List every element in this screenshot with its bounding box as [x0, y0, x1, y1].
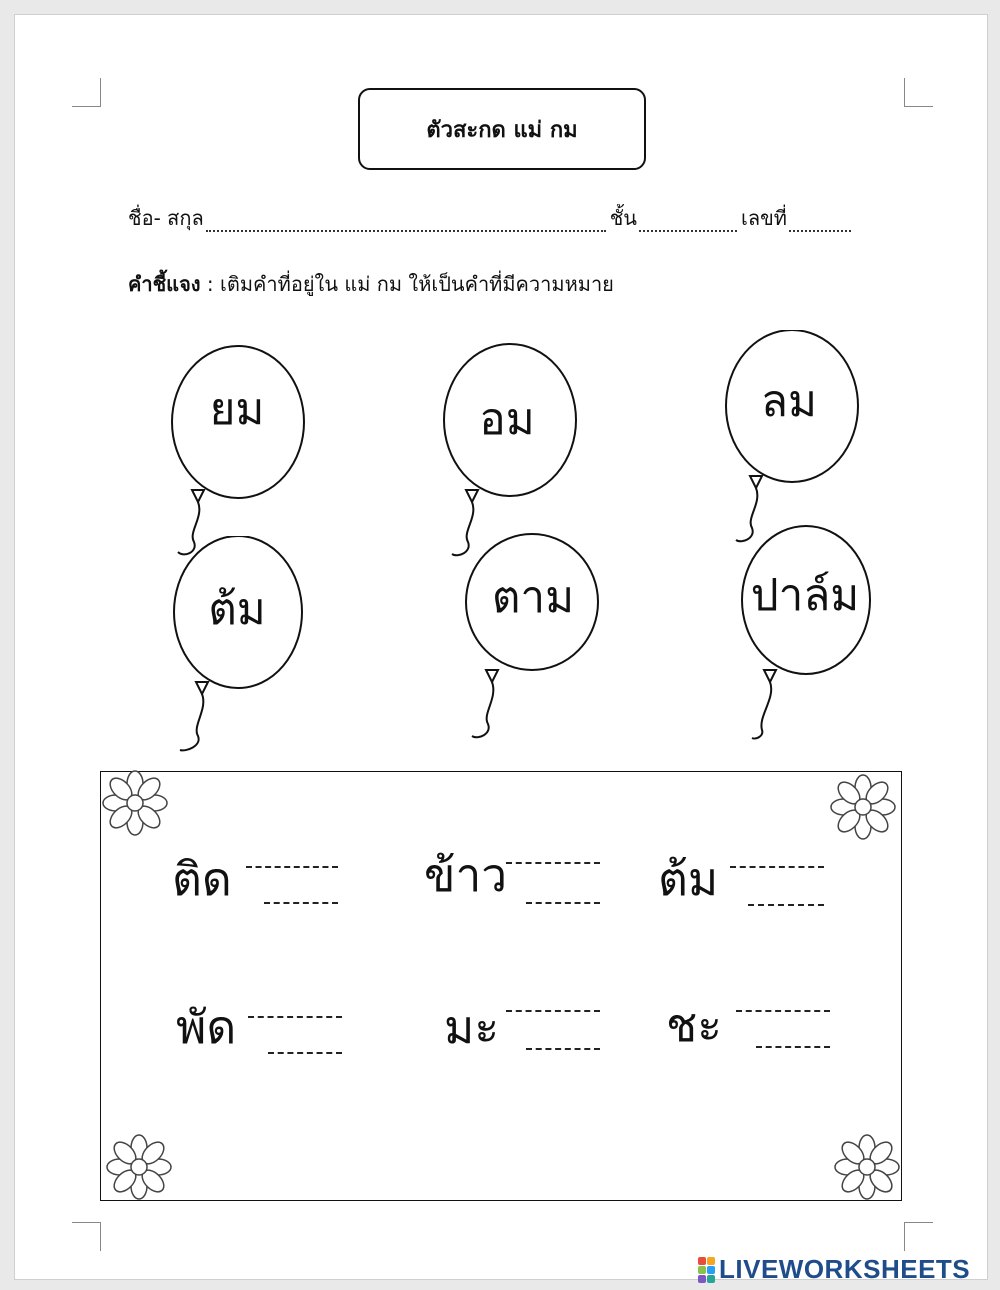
- class-label: ชั้น: [609, 206, 637, 230]
- exercise-item-1: [172, 852, 352, 936]
- exercise-word: ติด: [172, 852, 232, 906]
- balloon-word: ต้ม: [208, 584, 266, 635]
- instruction-label: คำชี้แจง: [128, 272, 201, 296]
- answer-blank[interactable]: [526, 902, 600, 904]
- liveworksheets-logo: [698, 1254, 970, 1285]
- exercise-word: มะ: [444, 1000, 500, 1054]
- balloon-word: อม: [479, 394, 535, 445]
- exercise-item-4: [176, 1000, 356, 1084]
- balloon-5: [458, 532, 608, 762]
- balloon-icon: [458, 532, 608, 762]
- exercise-word: ต้ม: [658, 852, 719, 906]
- exercise-word: ข้าว: [424, 848, 508, 902]
- balloon-word: ลม: [761, 376, 817, 427]
- class-blank[interactable]: [639, 212, 737, 232]
- answer-blank[interactable]: [268, 1052, 342, 1054]
- balloon-6: [736, 524, 886, 754]
- name-label: ชื่อ- สกุล: [128, 206, 204, 230]
- answer-blank[interactable]: [730, 866, 824, 868]
- crop-mark-top-right: [904, 78, 933, 107]
- crop-mark-bottom-right: [904, 1222, 933, 1251]
- number-blank[interactable]: [789, 212, 851, 232]
- worksheet-title: ตัวสะกด แม่ กม: [358, 88, 646, 170]
- number-label: เลขที่: [740, 206, 787, 230]
- crop-mark-bottom-left: [72, 1222, 101, 1251]
- answer-blank[interactable]: [248, 1016, 342, 1018]
- liveworksheets-logo-text: LIVEWORKSHEETS: [719, 1254, 971, 1284]
- balloon-word: ยม: [209, 384, 265, 435]
- balloon-word: ปาล์ม: [750, 570, 860, 621]
- balloon-word: ตาม: [491, 572, 575, 623]
- flower-icon: [832, 1132, 902, 1202]
- balloon-icon: [164, 536, 314, 766]
- exercise-box: [100, 771, 902, 1201]
- exercise-item-3: [658, 852, 838, 936]
- exercise-word: พัด: [176, 1000, 237, 1054]
- flower-icon: [828, 772, 898, 842]
- name-blank[interactable]: [206, 212, 606, 232]
- answer-blank[interactable]: [756, 1046, 830, 1048]
- exercise-item-6: [666, 998, 846, 1082]
- answer-blank[interactable]: [526, 1048, 600, 1050]
- flower-icon: [100, 768, 170, 838]
- balloon-4: [164, 536, 314, 766]
- exercise-word: ชะ: [666, 998, 722, 1052]
- answer-blank[interactable]: [748, 904, 824, 906]
- answer-blank[interactable]: [736, 1010, 830, 1012]
- answer-blank[interactable]: [506, 1010, 600, 1012]
- exercise-item-5: [444, 1000, 614, 1084]
- exercise-item-2: [424, 848, 614, 932]
- answer-blank[interactable]: [264, 902, 338, 904]
- student-info-row: [128, 202, 888, 234]
- answer-blank[interactable]: [506, 862, 600, 864]
- instruction: [128, 268, 614, 300]
- instruction-text: : เติมคำที่อยู่ใน แม่ กม ให้เป็นคำที่มีความหมาย: [200, 272, 614, 296]
- answer-blank[interactable]: [246, 866, 338, 868]
- liveworksheets-mark-icon: [698, 1257, 715, 1283]
- balloon-icon: [736, 524, 886, 754]
- crop-mark-top-left: [72, 78, 101, 107]
- flower-icon: [104, 1132, 174, 1202]
